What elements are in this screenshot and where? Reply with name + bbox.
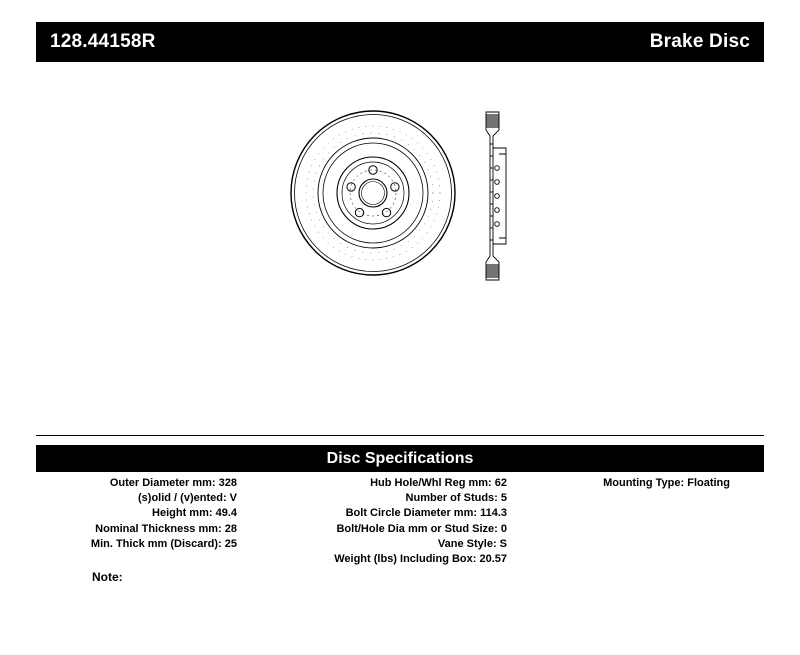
header-bar <box>36 22 764 62</box>
note-label: Note: <box>92 570 123 584</box>
rotor-face-svg <box>288 108 458 278</box>
spec-item: Weight (lbs) Including Box: 20.57 <box>334 553 507 566</box>
page-title: Brake Disc <box>649 31 750 52</box>
rotor-section-svg <box>466 106 526 286</box>
spec-item: Vane Style: S <box>437 537 507 550</box>
spec-item: Mounting Type: Floating <box>603 477 730 489</box>
spec-column-1 <box>36 476 241 567</box>
specifications-body <box>36 476 764 567</box>
brake-disc-section-view <box>466 106 526 291</box>
specifications-header <box>36 445 764 472</box>
spec-item: Bolt Circle Diameter mm: 114.3 <box>345 507 507 520</box>
spec-item: Number of Studs: 5 <box>405 492 507 505</box>
section-divider <box>36 435 764 436</box>
spec-column-2 <box>241 476 511 567</box>
spec-item: Hub Hole/Whl Reg mm: 62 <box>370 477 507 489</box>
spec-item: Bolt/Hole Dia mm or Stud Size: 0 <box>336 522 507 535</box>
spec-item: Min. Thick mm (Discard): 25 <box>90 537 237 550</box>
spec-item: (s)olid / (v)ented: V <box>138 492 237 505</box>
drawing-area <box>36 70 764 430</box>
part-number: 128.44158R <box>50 31 156 52</box>
spec-item: Height mm: 49.4 <box>152 507 237 520</box>
brake-disc-face-view <box>288 108 458 283</box>
spec-column-3 <box>511 476 764 567</box>
spec-item: Outer Diameter mm: 328 <box>109 477 237 489</box>
spec-item: Nominal Thickness mm: 28 <box>95 522 237 535</box>
specifications-heading: Disc Specifications <box>326 449 474 467</box>
